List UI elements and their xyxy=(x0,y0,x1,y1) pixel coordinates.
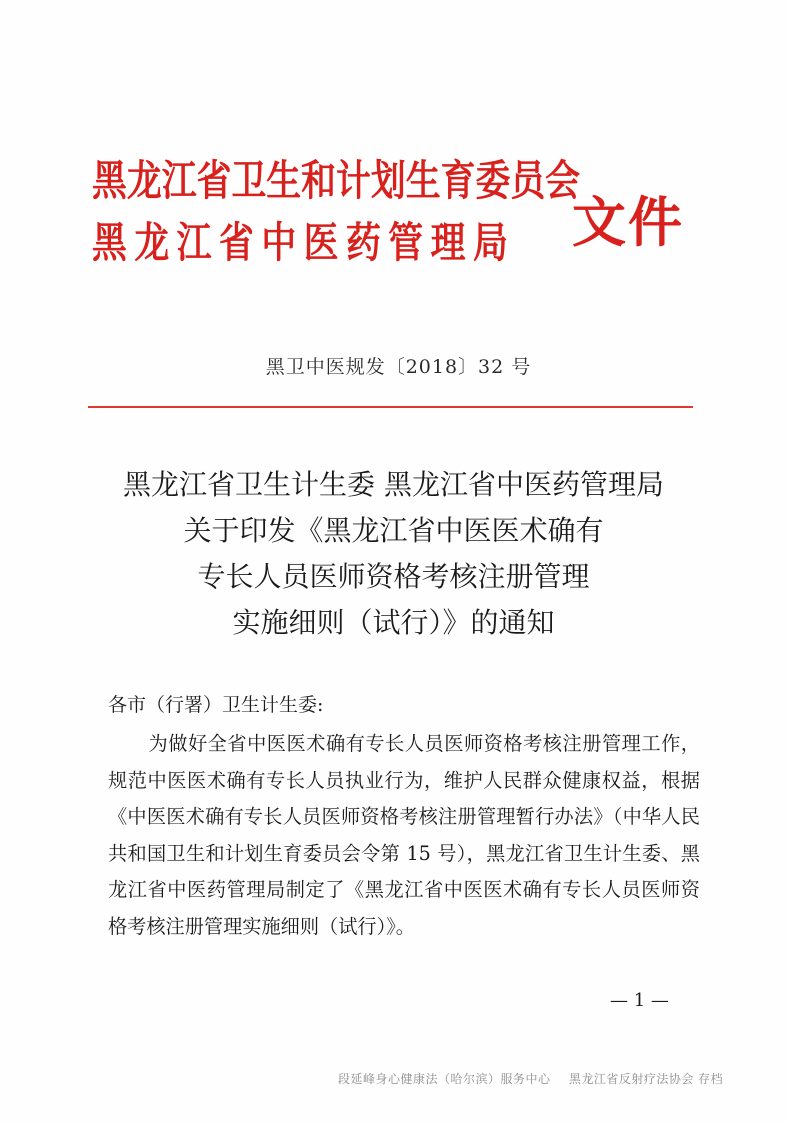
body-paragraph xyxy=(108,726,700,946)
document-number: 黑卫中医规发〔2018〕32 号 xyxy=(265,356,532,378)
body-text: 为做好全省中医医术确有专长人员医师资格考核注册管理工作，规范中医医术确有专长人员执业行为，维护人民群众健康权益，根据《中医医术确有专长人员医师资格考核注册管理暂行办法》（中华人民共和国卫生和计划生育委员会令第 15 号），黑龙江省卫生计生委、黑龙江省中医药管理局制定了《黑龙江省中医医术确有专长人员医师资格考核注册管理实施细则（试行）》。 xyxy=(108,732,700,938)
title-line: 黑龙江省卫生计生委 黑龙江省中医药管理局 xyxy=(123,468,664,501)
salutation: 各市（行署）卫生计生委: xyxy=(108,694,324,716)
org-name-tcm-bureau: 黑龙江省中医药管理局 xyxy=(92,218,516,267)
header-divider xyxy=(88,406,693,408)
issuing-organizations xyxy=(92,150,581,274)
footer-source: 段延峰身心健康法（哈尔滨）服务中心 xyxy=(338,1072,551,1086)
document-label: 文件 xyxy=(572,190,684,254)
org-name-health-commission: 黑龙江省卫生和计划生育委员会 xyxy=(92,156,581,205)
title-line: 关于印发《黑龙江省中医医术确有 xyxy=(183,514,604,547)
title-line: 专长人员医师资格考核注册管理 xyxy=(197,560,590,593)
page-number: — 1 — xyxy=(610,990,669,1011)
archive-footer xyxy=(338,1070,723,1087)
footer-archive: 黑龙江省反射疗法协会 存档 xyxy=(568,1072,724,1086)
title-line: 实施细则（试行）》的通知 xyxy=(232,606,555,639)
document-title xyxy=(0,462,787,646)
